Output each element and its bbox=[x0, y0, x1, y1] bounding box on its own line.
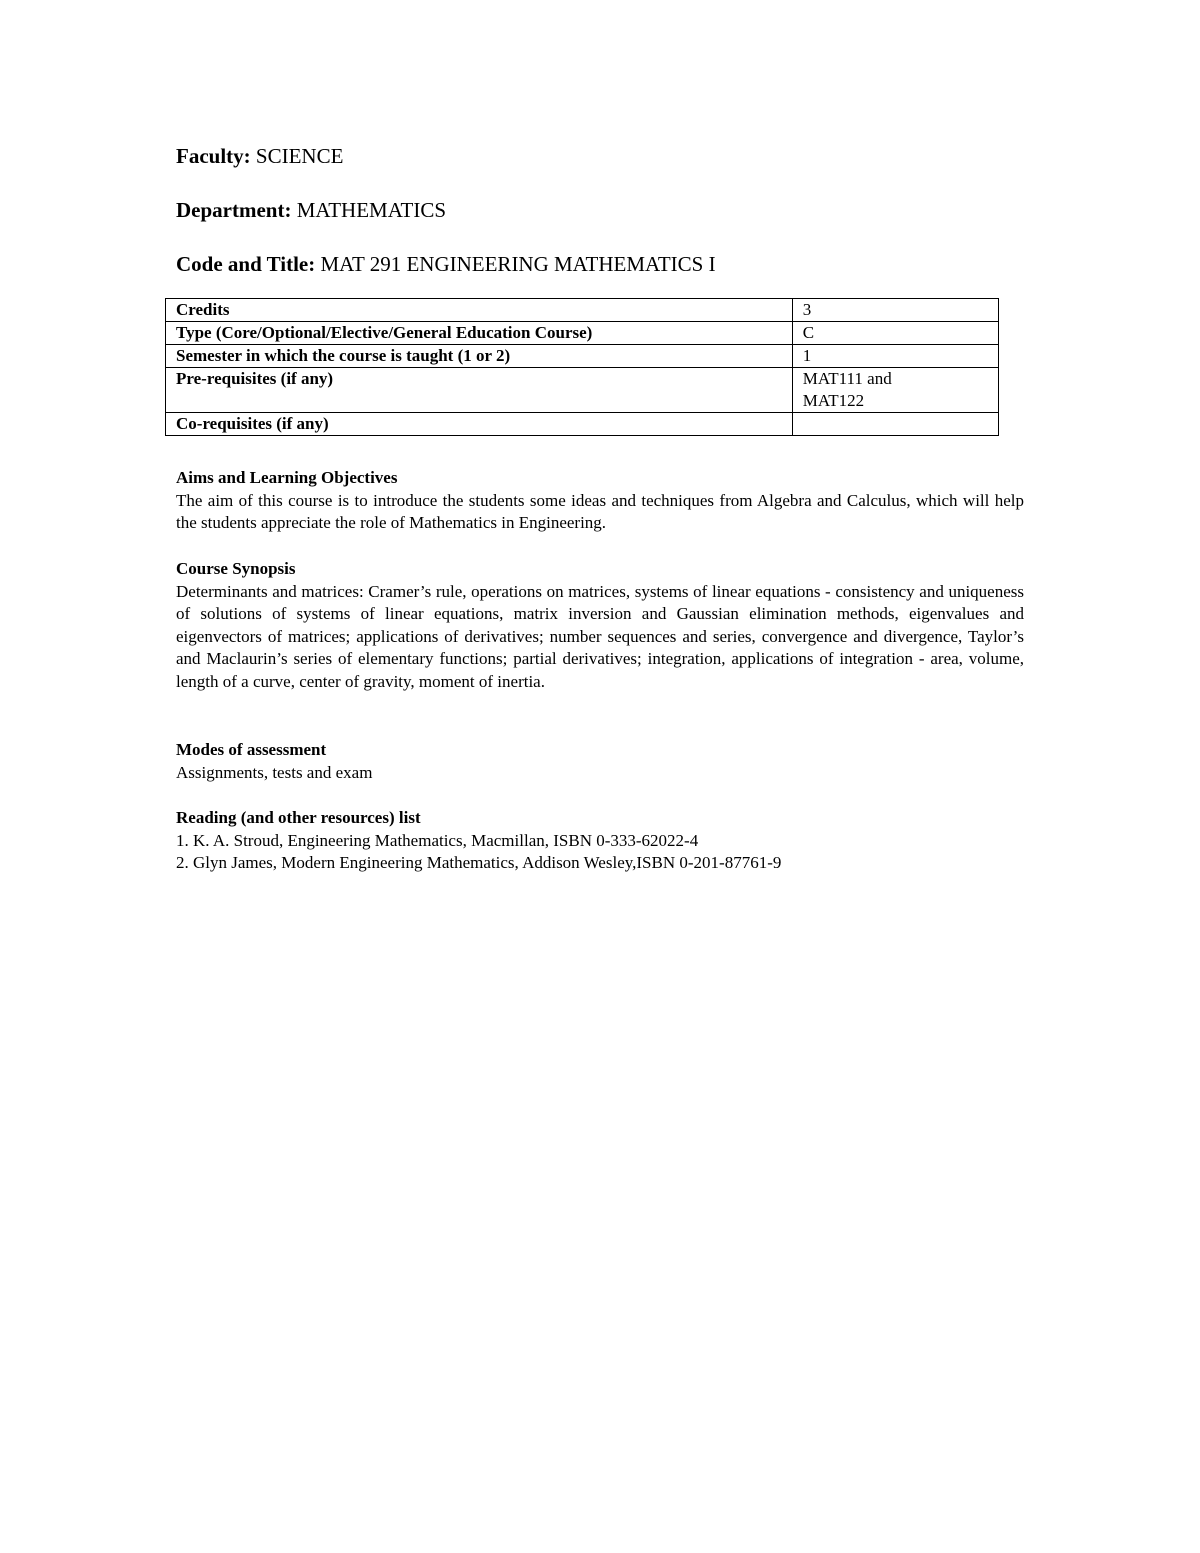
table-row-corequisites bbox=[166, 413, 999, 436]
code-title-value: MAT 291 ENGINEERING MATHEMATICS I bbox=[320, 252, 716, 276]
department-line bbox=[176, 197, 446, 223]
synopsis-heading: Course Synopsis bbox=[176, 559, 296, 578]
corequisites-value-text bbox=[803, 413, 998, 435]
code-title-label: Code and Title: bbox=[176, 252, 316, 276]
assessment-body: Assignments, tests and exam bbox=[176, 762, 373, 782]
prerequisites-label: Pre-requisites (if any) bbox=[166, 368, 793, 413]
type-value bbox=[792, 322, 998, 345]
reading-item-1: 1. K. A. Stroud, Engineering Mathematics, Macmillan, ISBN 0-333-62022-4 bbox=[176, 830, 699, 850]
type-label: Type (Core/Optional/Elective/General Education Course) bbox=[166, 322, 793, 345]
course-info-table bbox=[165, 298, 999, 436]
table-row-semester bbox=[166, 345, 999, 368]
table-row-credits bbox=[166, 299, 999, 322]
faculty-line bbox=[176, 143, 343, 169]
aims-body: The aim of this course is to introduce the students some ideas and techniques from Algebra and Calculus, which will help the students appreciate the role of Mathematics in Engineering. bbox=[176, 490, 1024, 532]
table-row-type bbox=[166, 322, 999, 345]
credits-value bbox=[792, 299, 998, 322]
synopsis-body: Determinants and matrices: Cramer’s rule, operations on matrices, systems of linear equations - consistency and uniqueness of solutions of systems of linear equations, matrix inversion and Gaussian elimination methods, eigenvalues and eigenvectors of matrices; applications of derivatives; number sequences and series, convergence and divergence, Taylor’s and Maclaurin’s series of elementary functions; partial derivatives; integration, applications of integration - area, volume, length of a curve, center of gravity, moment of inertia. bbox=[176, 581, 1024, 691]
aims-heading: Aims and Learning Objectives bbox=[176, 468, 398, 487]
prerequisites-value-line-1: MAT111 and bbox=[802, 369, 892, 388]
department-label: Department: bbox=[176, 198, 292, 222]
corequisites-value bbox=[792, 413, 998, 436]
reading-item-2: 2. Glyn James, Modern Engineering Mathematics, Addison Wesley,ISBN 0-201-87761-9 bbox=[176, 853, 782, 872]
prerequisites-value-line-2: MAT122 bbox=[802, 391, 865, 410]
table-row-prerequisites bbox=[166, 368, 999, 413]
aims-section bbox=[176, 467, 1024, 535]
department-value: MATHEMATICS bbox=[296, 198, 447, 222]
semester-value bbox=[792, 345, 998, 368]
reading-section bbox=[176, 807, 1024, 875]
reading-heading: Reading (and other resources) list bbox=[176, 808, 421, 827]
prerequisites-value bbox=[792, 368, 998, 413]
credits-value-text: 3 bbox=[802, 300, 812, 319]
semester-label: Semester in which the course is taught (1 or 2) bbox=[166, 345, 793, 368]
faculty-label: Faculty: bbox=[176, 144, 251, 168]
credits-label: Credits bbox=[166, 299, 793, 322]
faculty-value: SCIENCE bbox=[255, 144, 344, 168]
assessment-section bbox=[176, 739, 1024, 784]
semester-value-text: 1 bbox=[802, 346, 812, 365]
assessment-heading: Modes of assessment bbox=[176, 740, 327, 759]
synopsis-section bbox=[176, 558, 1024, 693]
type-value-text: C bbox=[802, 323, 815, 342]
code-title-line bbox=[176, 251, 716, 277]
corequisites-label: Co-requisites (if any) bbox=[166, 413, 793, 436]
